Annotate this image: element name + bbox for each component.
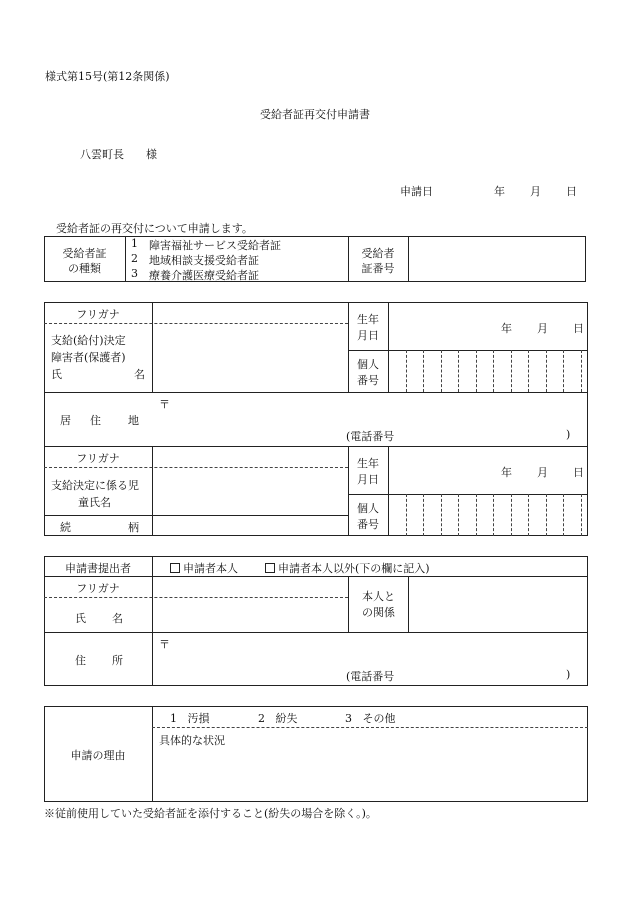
cell-divider	[581, 494, 582, 536]
cell-divider	[458, 494, 459, 536]
date-label: 申請日	[400, 185, 433, 198]
dashed-divider	[152, 727, 588, 728]
divider	[348, 494, 588, 495]
applicant-name-label-3a: 氏	[51, 368, 62, 381]
cell-divider	[458, 350, 459, 392]
cell-divider	[493, 494, 494, 536]
reason-option-num: 2	[258, 712, 265, 725]
relation-input[interactable]	[153, 516, 347, 535]
child-birth-month: 月	[537, 466, 548, 479]
cell-divider	[581, 350, 582, 392]
cell-divider	[528, 350, 529, 392]
birth-month: 月	[537, 322, 548, 335]
reason-option-label: その他	[362, 712, 396, 725]
birth-label: 生年	[357, 313, 379, 326]
relation-label-a: 続	[60, 521, 71, 534]
residence-label-b: 住	[90, 414, 101, 427]
child-birth-label-2: 月日	[357, 473, 379, 486]
applicant-name-input[interactable]	[153, 324, 347, 391]
cell-divider	[563, 494, 564, 536]
applicant-name-label: 支給(給付)決定	[51, 334, 126, 347]
cell-divider	[511, 350, 512, 392]
cert-type-label-2: の種類	[68, 262, 101, 275]
reason-option[interactable]	[258, 710, 298, 726]
date-year: 年	[494, 185, 505, 198]
cert-option-num: 3	[131, 267, 138, 280]
cell-divider	[546, 494, 547, 536]
cell-divider	[406, 350, 407, 392]
submitter-phone-close: )	[566, 668, 571, 681]
cell-divider	[493, 350, 494, 392]
footnote: ※従前使用していた受給者証を添付すること(紛失の場合を除く。)。	[44, 807, 377, 820]
relation-label-b: 柄	[128, 521, 139, 534]
reason-option-num: 1	[170, 712, 177, 725]
cert-option-label[interactable]: 障害福祉サービス受給者証	[149, 239, 281, 252]
checkbox[interactable]	[265, 563, 275, 573]
option-self-label: 申請者本人	[183, 562, 238, 575]
divider	[348, 576, 349, 632]
personal-number-label-2: 番号	[357, 374, 379, 387]
cert-option-label[interactable]: 地域相談支援受給者証	[149, 254, 259, 267]
applicant-name-label-3b: 名	[134, 368, 145, 381]
cell-divider	[406, 494, 407, 536]
submitter-furigana-label: フリガナ	[76, 582, 120, 595]
divider	[348, 446, 349, 536]
cell-divider	[441, 494, 442, 536]
submitter-address-label-a: 住	[75, 654, 86, 667]
reason-option-num: 3	[345, 712, 352, 725]
option-other-label: 申請者本人以外(下の欄に記入)	[278, 562, 430, 575]
divider	[348, 350, 588, 351]
applicant-name-label-2: 障害者(保護者)	[51, 351, 126, 364]
submitter-name-label-b: 名	[112, 612, 123, 625]
reason-option-label: 汚損	[187, 712, 210, 725]
birth-label-2: 月日	[357, 329, 379, 342]
cell-divider	[441, 350, 442, 392]
date-month: 月	[530, 185, 541, 198]
cert-number-label-2: 証番号	[361, 262, 395, 275]
option-other[interactable]	[265, 560, 430, 576]
divider	[348, 302, 349, 392]
phone-label: (電話番号	[346, 430, 395, 443]
relation-to-self-input[interactable]	[409, 577, 587, 631]
submitter-name-input[interactable]	[153, 598, 347, 631]
child-furigana-input[interactable]	[153, 447, 347, 466]
cell-divider	[423, 350, 424, 392]
submitter-address-label-b: 所	[112, 654, 123, 667]
birth-year: 年	[501, 322, 512, 335]
child-birth-label: 生年	[357, 457, 379, 470]
cert-option-label[interactable]: 療養介護医療受給者証	[149, 269, 259, 282]
child-name-label: 支給決定に係る児	[51, 479, 139, 492]
child-personal-number-label: 個人	[357, 502, 379, 515]
birth-day: 日	[573, 322, 584, 335]
residence-label-c: 地	[128, 414, 139, 427]
residence-input[interactable]	[153, 393, 587, 445]
submitter-address-input[interactable]	[153, 633, 587, 685]
cell-divider	[546, 350, 547, 392]
child-name-label-2: 童氏名	[78, 496, 111, 509]
child-furigana-label: フリガナ	[76, 452, 120, 465]
cell-divider	[476, 350, 477, 392]
divider	[388, 302, 389, 392]
reason-detail-label: 具体的な状況	[159, 734, 225, 747]
checkbox[interactable]	[170, 563, 180, 573]
cert-option-num: 2	[131, 252, 138, 265]
reason-option[interactable]	[170, 710, 210, 726]
cell-divider	[511, 494, 512, 536]
residence-label-a: 居	[60, 414, 71, 427]
addressee: 八雲町長 様	[80, 148, 157, 161]
form-title: 受給者証再交付申請書	[260, 108, 370, 121]
postal-mark: 〒	[159, 398, 170, 411]
submitter-postal-mark: 〒	[159, 638, 170, 651]
relation-to-self-label: 本人と	[362, 590, 395, 603]
child-birth-day: 日	[573, 466, 584, 479]
submitter-furigana-input[interactable]	[153, 577, 347, 596]
intro-text: 受給者証の再交付について申請します。	[56, 222, 253, 235]
reason-label: 申請の理由	[70, 749, 126, 762]
cell-divider	[528, 494, 529, 536]
reason-option-label: 紛失	[275, 712, 298, 725]
reason-option[interactable]	[345, 710, 396, 726]
child-birth-year: 年	[501, 466, 512, 479]
cert-type-label: 受給者証	[62, 247, 107, 260]
cert-option-num: 1	[131, 237, 138, 250]
child-name-input[interactable]	[153, 468, 347, 514]
relation-to-self-label-2: の関係	[362, 606, 395, 619]
cert-number-field[interactable]	[409, 237, 585, 281]
cert-number-label: 受給者	[361, 247, 395, 260]
reason-detail-input[interactable]	[153, 748, 587, 801]
submitter-phone-label: (電話番号	[346, 670, 395, 683]
child-personal-number-label-2: 番号	[357, 518, 379, 531]
cell-divider	[423, 494, 424, 536]
personal-number-label: 個人	[357, 358, 379, 371]
divider	[125, 236, 126, 282]
furigana-label: フリガナ	[76, 308, 120, 321]
form-number: 様式第15号(第12条関係)	[45, 70, 170, 83]
cell-divider	[476, 494, 477, 536]
furigana-input[interactable]	[153, 303, 347, 322]
date-day: 日	[566, 185, 577, 198]
divider	[388, 446, 389, 536]
option-self[interactable]	[170, 560, 238, 576]
phone-close: )	[566, 428, 571, 441]
submitter-label: 申請書提出者	[65, 562, 131, 575]
submitter-name-label-a: 氏	[75, 612, 86, 625]
cell-divider	[563, 350, 564, 392]
